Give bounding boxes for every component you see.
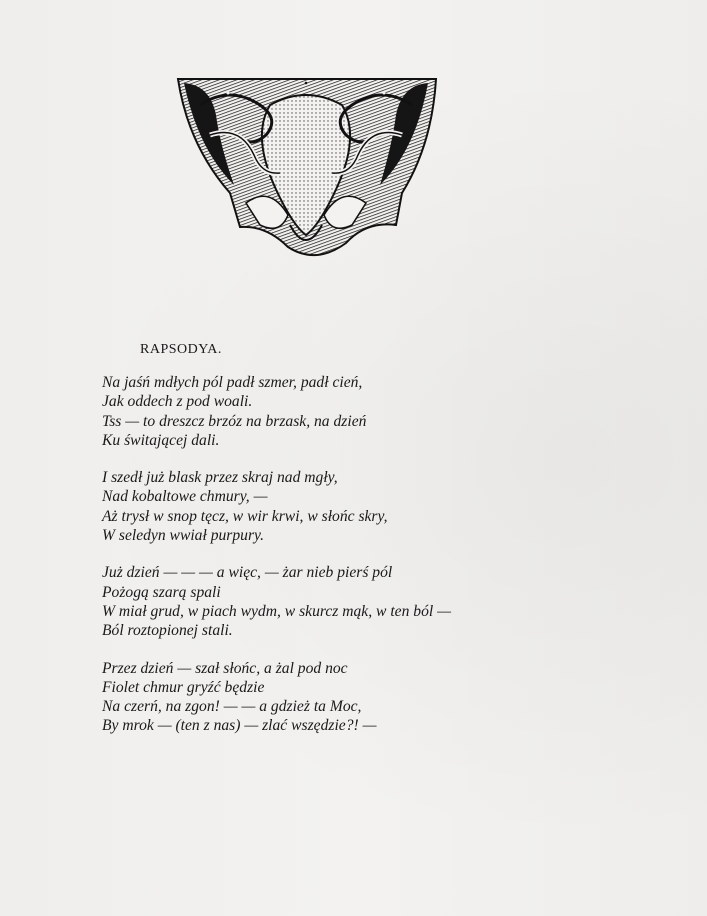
ornamental-vignette xyxy=(170,75,442,261)
verse-line: Aż trysł w snop tęcz, w wir krwi, w słońc skry, xyxy=(102,507,388,525)
verse-line: Ból roztopionej stali. xyxy=(102,622,233,640)
stanza-3 xyxy=(102,563,451,640)
verse-line: Już dzień — — — a więc, — żar nieb pierś pól xyxy=(102,564,393,582)
verse-line: I szedł już blask przez skraj nad mgły, xyxy=(102,469,338,487)
verse-line: Na czerń, na zgon! — — a gdzież ta Moc, xyxy=(102,698,362,716)
poem-title: RAPSODYA. xyxy=(140,342,222,357)
stanza-2 xyxy=(102,468,451,545)
verse-line: By mrok — (ten z nas) — zlać wszędzie?! — xyxy=(102,717,377,735)
verse-line: Przez dzień — szał słońc, a żal pod noc xyxy=(102,659,348,677)
stanza-4 xyxy=(102,659,451,736)
verse-line: W miał grud, w piach wydm, w skurcz mąk, w ten ból — xyxy=(102,602,451,620)
verse-line: Tss — to dreszcz brzóz na brzask, na dzień xyxy=(102,412,367,430)
verse-line: Ku świtającej dali. xyxy=(102,431,220,449)
verse-line: Na jaśń mdłych pól padł szmer, padł cień, xyxy=(102,374,363,391)
poem-body xyxy=(102,373,451,754)
art-nouveau-vignette-icon xyxy=(170,75,442,261)
verse-line: Fiolet chmur gryźć będzie xyxy=(102,678,265,696)
verse-line: Jak oddech z pod woali. xyxy=(102,393,253,411)
verse-line: Pożogą szarą spali xyxy=(102,583,221,601)
stanza-1 xyxy=(102,373,451,450)
verse-line: Nad kobaltowe chmury, — xyxy=(102,488,268,506)
verse-line: W seledyn wwiał purpury. xyxy=(102,527,264,545)
